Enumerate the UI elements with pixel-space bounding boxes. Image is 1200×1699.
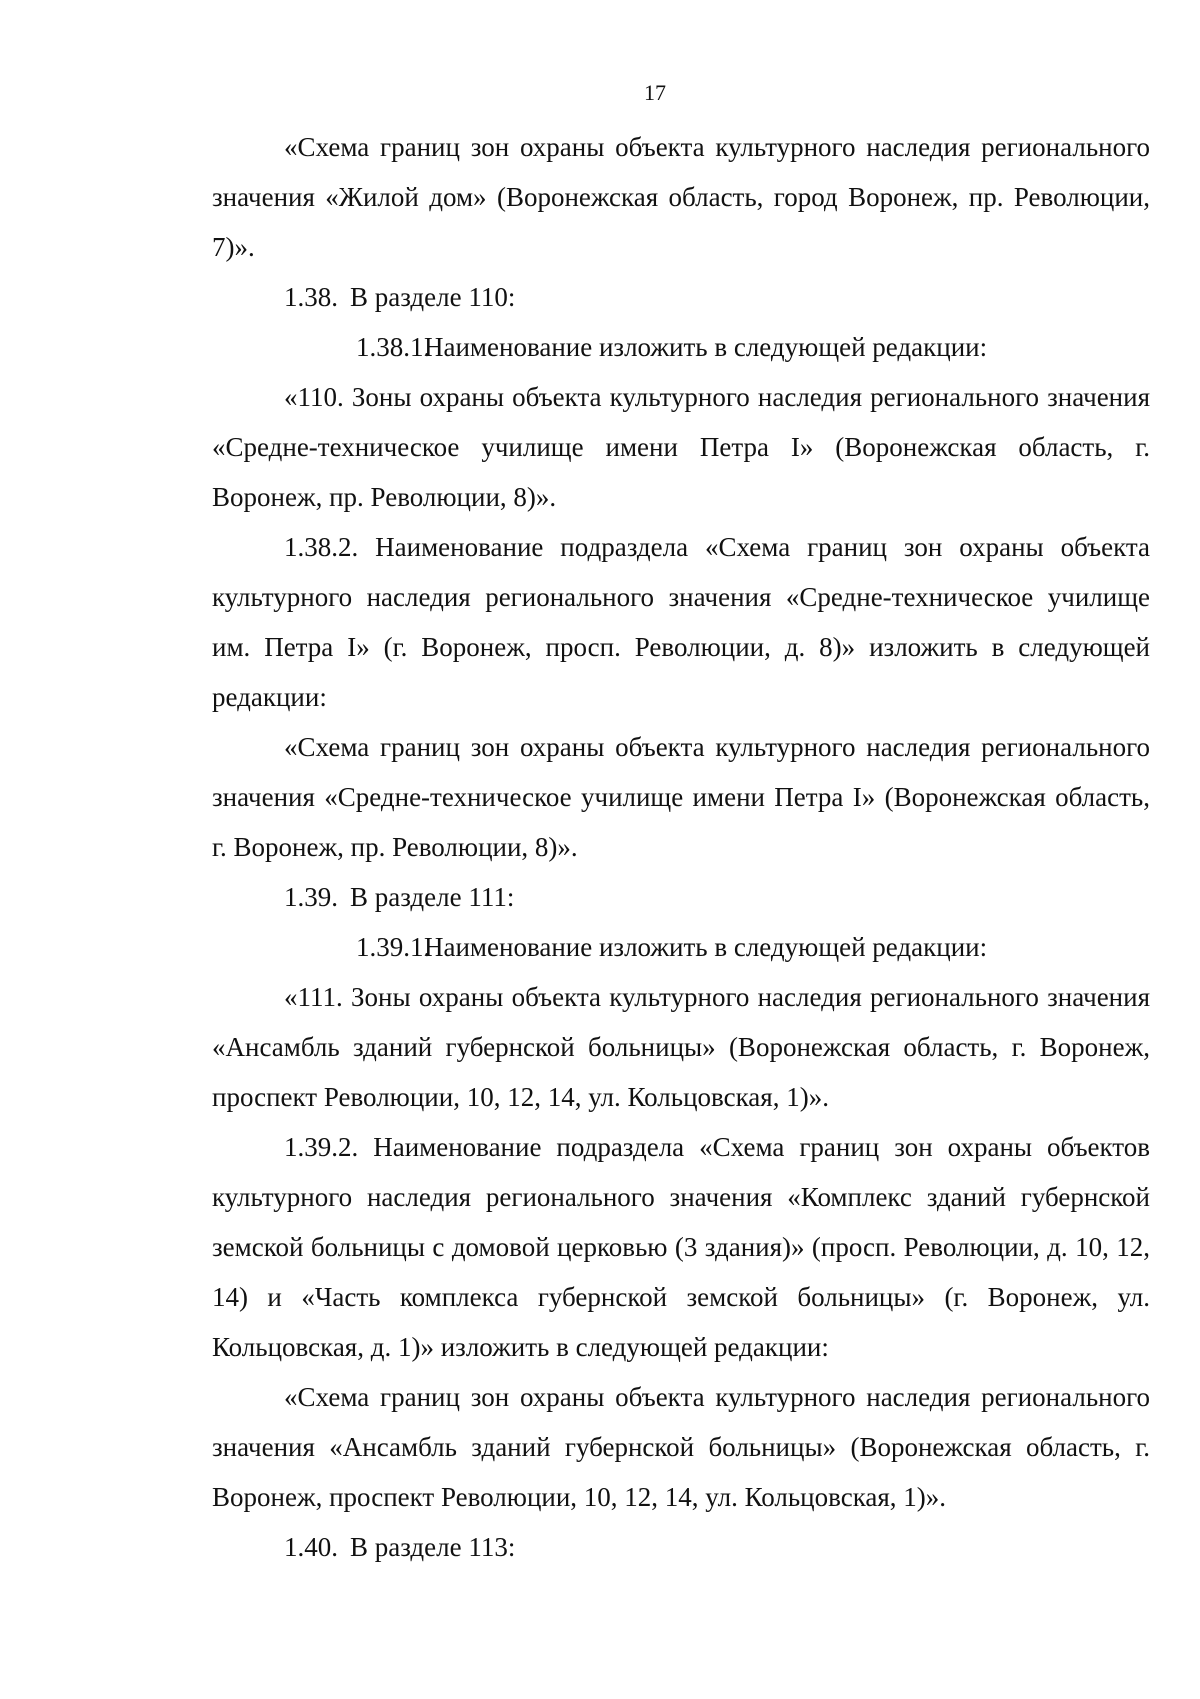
paragraph-scheme-petr-i: «Схема границ зон охраны объекта культурного наследия регионального значения «Средне-техническое училище имени Петра I» (Воронежская область, г. Воронеж, пр. Революции, 8)». bbox=[212, 732, 1150, 862]
paragraph-scheme-zhiloy-dom: «Схема границ зон охраны объекта культурного наследия регионального значения «Жилой дом» (Воронежская область, город Воронеж, пр. Революции, 7)». bbox=[212, 132, 1150, 262]
section-number: 1.39. bbox=[284, 882, 338, 912]
section-1-40-heading bbox=[212, 1522, 1150, 1572]
section-1-39-1-heading bbox=[212, 922, 1150, 972]
section-1-38-heading bbox=[212, 272, 1150, 322]
section-number: 1.40. bbox=[284, 1532, 338, 1562]
subsection-text: Наименование изложить в следующей редакции: bbox=[424, 332, 988, 362]
subsection-number: 1.38.1. bbox=[356, 332, 431, 362]
paragraph-1-39-2: 1.39.2. Наименование подраздела «Схема границ зон охраны объектов культурного наследия регионального значения «Комплекс зданий губернской земской больницы с домовой церковью (3 здания)» (просп. Революции, д. 10, 12, 14) и «Часть комплекса губернской земской больницы» (г. Воронеж, ул. Кольцовская, д. 1)» изложить в следующей редакции: bbox=[212, 1132, 1150, 1362]
document-body bbox=[212, 122, 1150, 1572]
paragraph-111-name: «111. Зоны охраны объекта культурного наследия регионального значения «Ансамбль зданий губернской больницы» (Воронежская область, г. Воронеж, проспект Революции, 10, 12, 14, ул. Кольцовская, 1)». bbox=[212, 982, 1150, 1112]
section-text: В разделе 111: bbox=[350, 882, 515, 912]
section-1-38-1-heading bbox=[212, 322, 1150, 372]
section-text: В разделе 113: bbox=[350, 1532, 516, 1562]
paragraph-110-name: «110. Зоны охраны объекта культурного наследия регионального значения «Средне-техническое училище имени Петра I» (Воронежская область, г. Воронеж, пр. Революции, 8)». bbox=[212, 382, 1150, 512]
paragraph-1-38-2: 1.38.2. Наименование подраздела «Схема границ зон охраны объекта культурного наследия регионального значения «Средне-техническое училище им. Петра I» (г. Воронеж, просп. Революции, д. 8)» изложить в следующей редакции: bbox=[212, 532, 1150, 712]
subsection-text: Наименование изложить в следующей редакции: bbox=[424, 932, 988, 962]
subsection-number: 1.39.1. bbox=[356, 932, 431, 962]
section-text: В разделе 110: bbox=[350, 282, 516, 312]
paragraph-scheme-ansambl: «Схема границ зон охраны объекта культурного наследия регионального значения «Ансамбль зданий губернской больницы» (Воронежская область, г. Воронеж, проспект Революции, 10, 12, 14, ул. Кольцовская, 1)». bbox=[212, 1382, 1150, 1512]
section-1-39-heading bbox=[212, 872, 1150, 922]
section-number: 1.38. bbox=[284, 282, 338, 312]
page-number: 17 bbox=[644, 80, 666, 105]
